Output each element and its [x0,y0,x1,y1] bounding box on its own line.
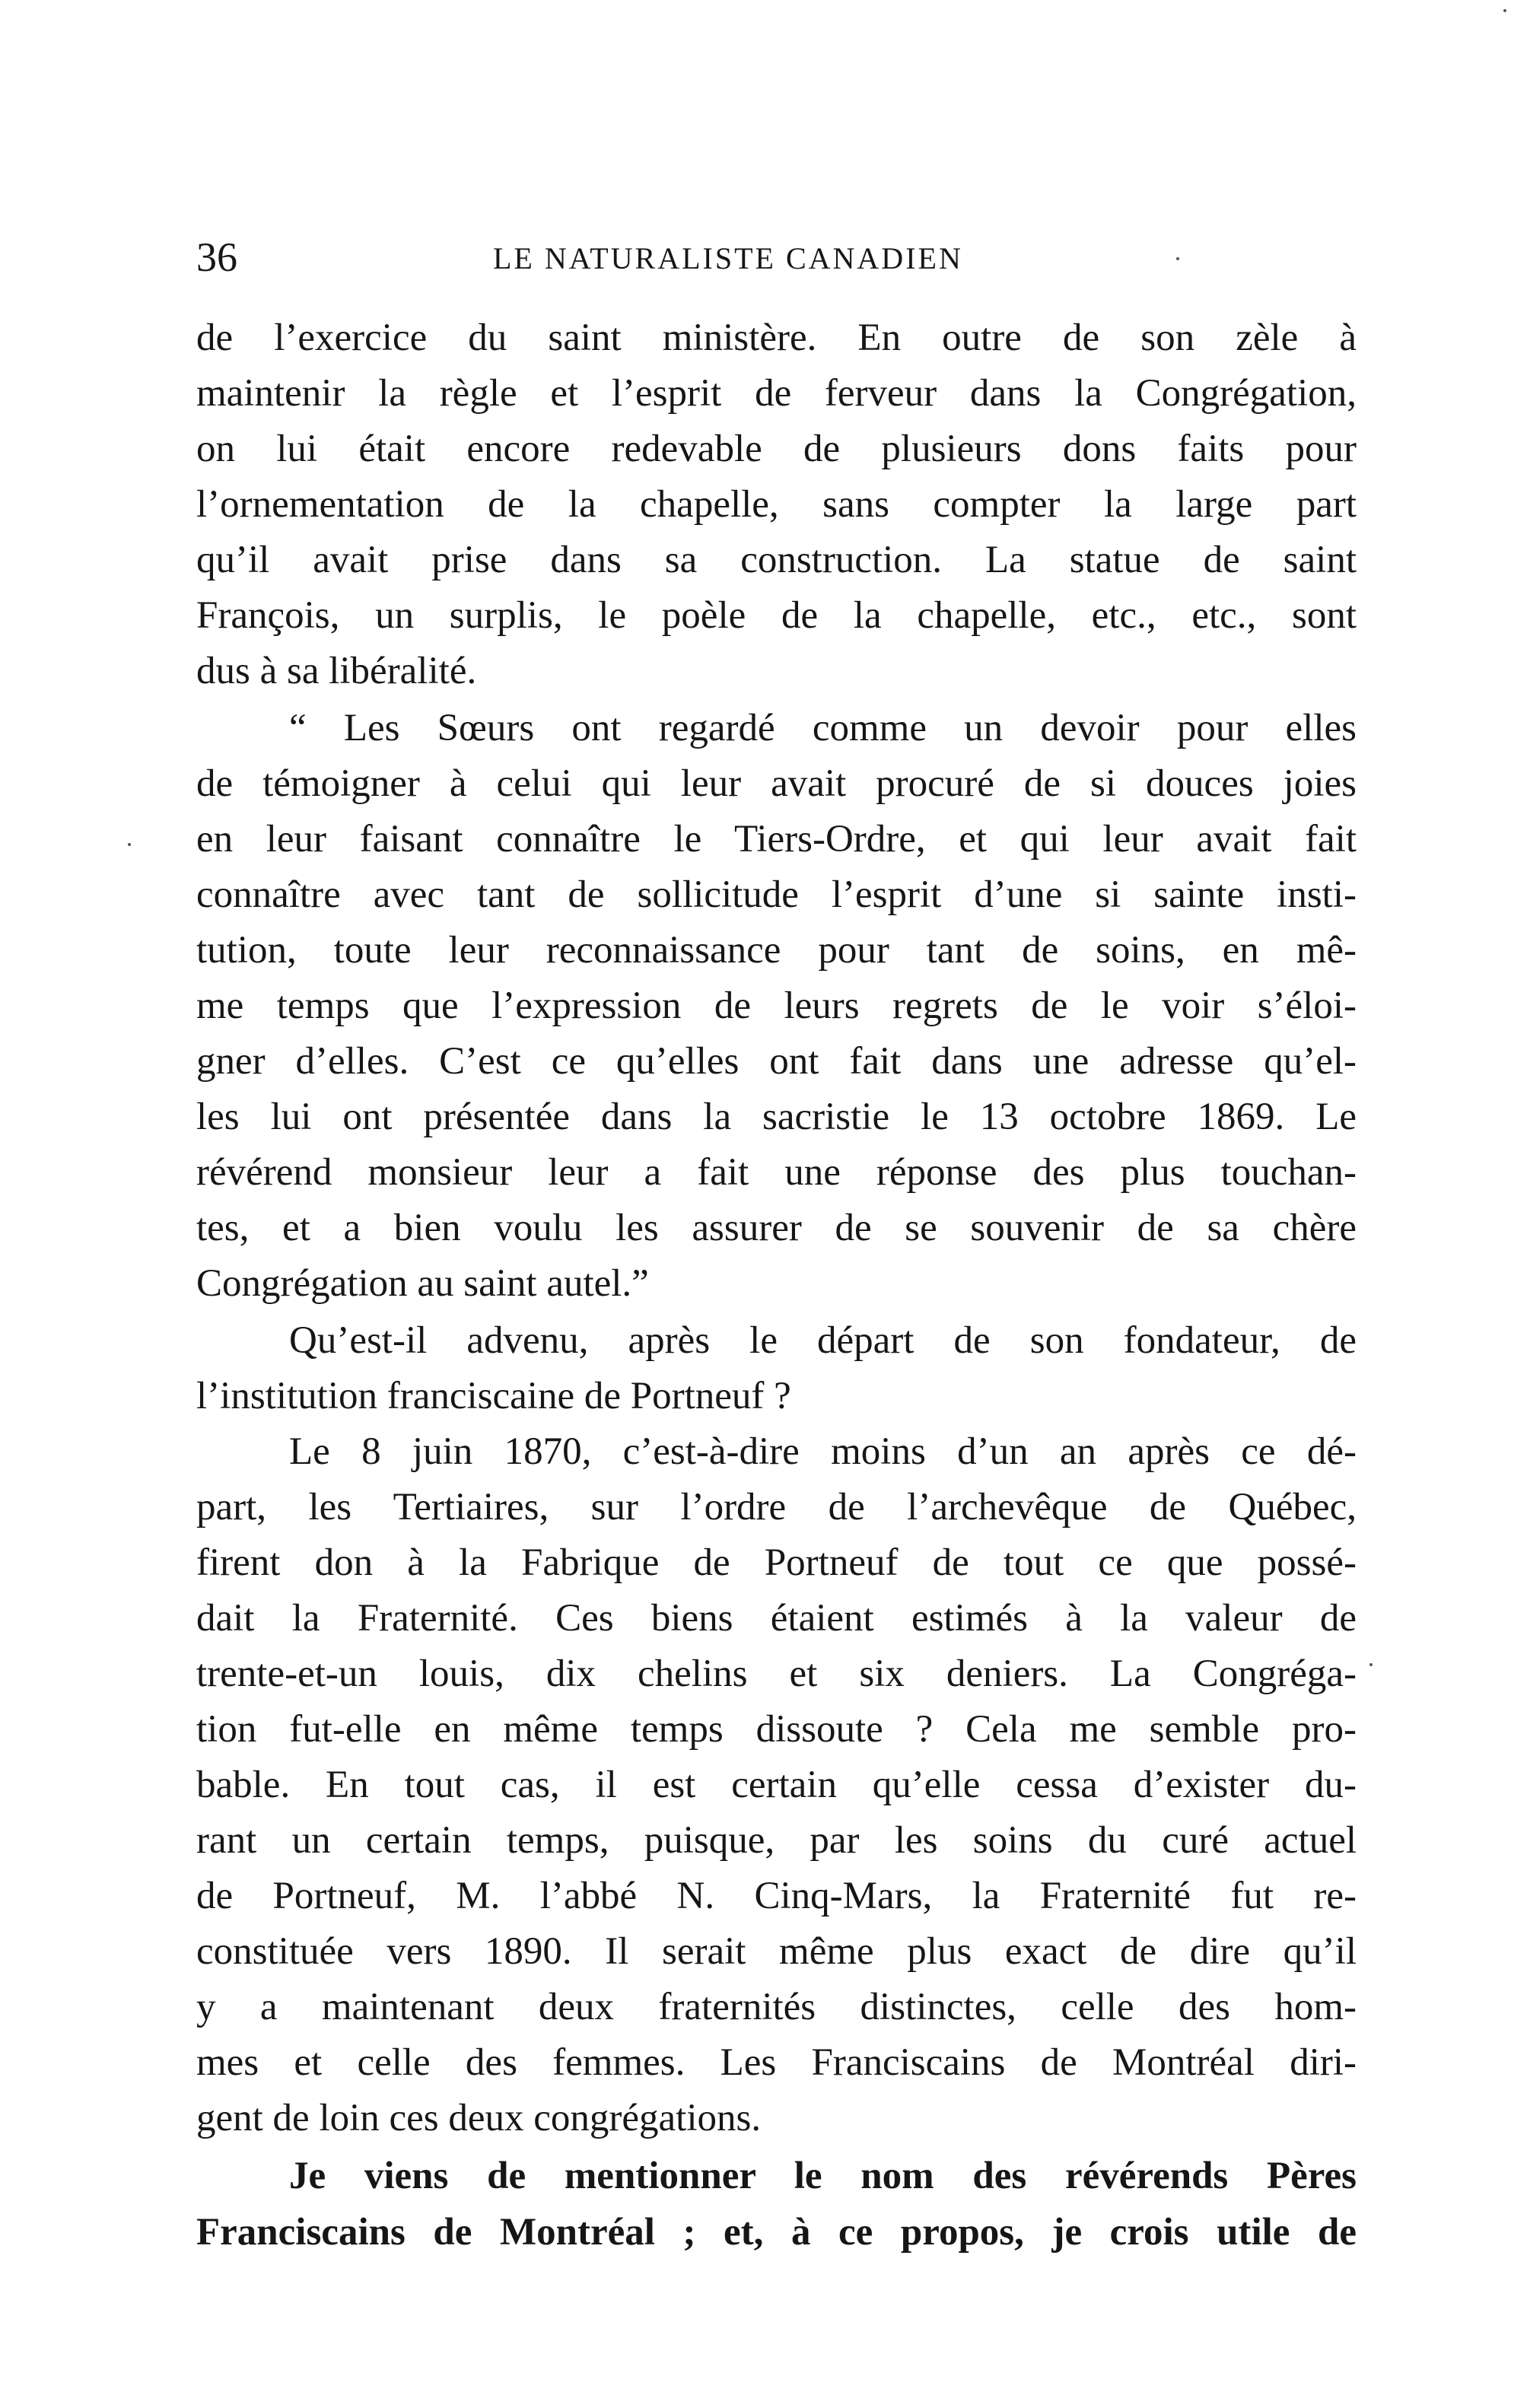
text-line: de l’exercice du saint ministère. En outre de son zèle à [196,317,1357,359]
running-title: LE NATURALISTE CANADIEN [493,241,963,275]
text-line: y a maintenant deux fraternités distinctes, celle des hom- [196,1986,1357,2028]
text-line: gent de loin ces deux congrégations. [196,2097,762,2139]
text-line: on lui était encore redevable de plusieurs dons faits pour [196,428,1357,470]
text-line: Le 8 juin 1870, c’est-à-dire moins d’un an après ce dé- [289,1430,1357,1473]
page-header [196,230,1357,283]
text-line: de témoigner à celui qui leur avait procuré de si douces joies [196,762,1357,805]
body-text [196,310,1357,2260]
text-line: “ Les Sœurs ont regardé comme un devoir pour elles [289,707,1357,749]
paper-speck [1503,9,1506,12]
text-line: François, un surplis, le poèle de la chapelle, etc., etc., sont [196,594,1357,637]
text-line: maintenir la règle et l’esprit de ferveur dans la Congrégation, [196,372,1357,415]
text-line: dait la Fraternité. Ces biens étaient estimés à la valeur de [196,1597,1357,1640]
text-line: de Portneuf, M. l’abbé N. Cinq-Mars, la Fraternité fut re- [196,1875,1357,1917]
text-line: qu’il avait prise dans sa construction. La statue de saint [196,539,1357,581]
paper-speck [128,843,131,846]
text-line: tion fut-elle en même temps dissoute ? Cela me semble pro- [196,1708,1357,1751]
text-line: tution, toute leur reconnaissance pour tant de soins, en mê- [196,929,1357,972]
paragraph-4 [196,1424,1357,2146]
text-line: révérend monsieur leur a fait une réponse des plus touchan- [196,1151,1357,1194]
text-line: bable. En tout cas, il est certain qu’elle cessa d’exister du- [196,1764,1357,1806]
text-line: me temps que l’expression de leurs regrets de le voir s’éloi- [196,985,1357,1027]
text-line: firent don à la Fabrique de Portneuf de tout ce que possé- [196,1541,1357,1584]
text-line: en leur faisant connaître le Tiers-Ordre, et qui leur avait fait [196,818,1357,860]
text-line: Je viens de mentionner le nom des révérends Pères [289,2155,1357,2197]
text-line: gner d’elles. C’est ce qu’elles ont fait dans une adresse qu’el- [196,1040,1357,1083]
text-line: part, les Tertiaires, sur l’ordre de l’archevêque de Québec, [196,1486,1357,1528]
text-line: mes et celle des femmes. Les Franciscains de Montréal diri- [196,2041,1357,2084]
paragraph-2 [196,701,1357,1312]
text-line: connaître avec tant de sollicitude l’esprit d’une si sainte insti- [196,873,1357,916]
paragraph-5 [196,2148,1357,2260]
text-line: les lui ont présentée dans la sacristie le 13 octobre 1869. Le [196,1096,1357,1138]
text-line: Franciscains de Montréal ; et, à ce propos, je crois utile de [196,2211,1357,2254]
text-line: tes, et a bien voulu les assurer de se souvenir de sa chère [196,1207,1357,1249]
text-line: rant un certain temps, puisque, par les soins du curé actuel [196,1819,1357,1862]
text-line: Qu’est-il advenu, après le départ de son fondateur, de [289,1319,1357,1362]
paragraph-3 [196,1313,1357,1424]
text-line: trente-et-un louis, dix chelins et six deniers. La Congréga- [196,1653,1357,1695]
paragraph-1 [196,310,1357,699]
text-line: l’institution franciscaine de Portneuf ? [196,1375,791,1417]
paper-speck [1369,1663,1373,1666]
text-line: dus à sa libéralité. [196,650,477,692]
paper-speck [1176,257,1179,260]
text-line: Congrégation au saint autel.” [196,1262,649,1305]
text-line: constituée vers 1890. Il serait même plus exact de dire qu’il [196,1930,1357,1973]
text-line: l’ornementation de la chapelle, sans compter la large part [196,483,1357,526]
page-number: 36 [196,234,237,280]
